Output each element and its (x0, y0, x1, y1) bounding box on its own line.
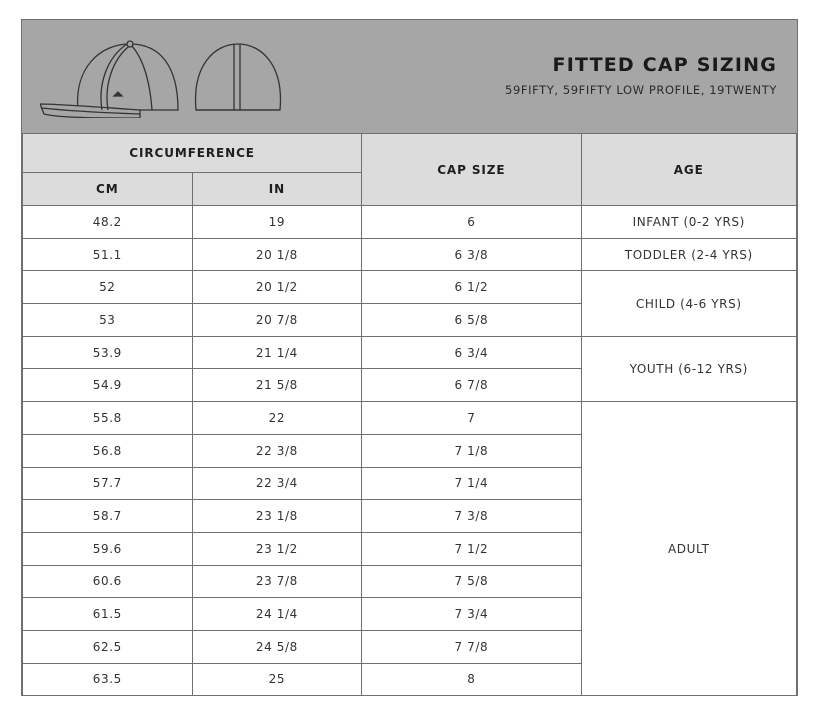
in-cell: 23 7/8 (192, 565, 362, 598)
sizing-chart (21, 19, 798, 696)
in-cell: 20 1/8 (192, 238, 362, 271)
in-header: IN (192, 173, 362, 206)
cm-cell: 63.5 (23, 663, 193, 696)
size-table (22, 133, 797, 696)
cap-size-cell: 6 1/2 (362, 271, 581, 304)
cap-size-cell: 6 5/8 (362, 304, 581, 337)
in-cell: 24 1/4 (192, 598, 362, 631)
cm-cell: 60.6 (23, 565, 193, 598)
circumference-header: CIRCUMFERENCE (23, 134, 362, 173)
cap-side-icon (40, 41, 178, 118)
cap-size-cell: 7 5/8 (362, 565, 581, 598)
cap-size-cell: 6 7/8 (362, 369, 581, 402)
cm-cell: 54.9 (23, 369, 193, 402)
in-cell: 20 1/2 (192, 271, 362, 304)
cap-size-cell: 7 3/4 (362, 598, 581, 631)
in-cell: 22 3/8 (192, 434, 362, 467)
chart-subtitle: 59FIFTY, 59FIFTY LOW PROFILE, 19TWENTY (505, 83, 777, 97)
header-banner (22, 20, 797, 134)
cm-cell: 57.7 (23, 467, 193, 500)
cap-back-icon (196, 44, 281, 110)
in-cell: 23 1/8 (192, 500, 362, 533)
age-header: AGE (581, 134, 796, 206)
table-row (23, 206, 797, 239)
cap-size-cell: 7 1/2 (362, 532, 581, 565)
cm-cell: 59.6 (23, 532, 193, 565)
age-cell: INFANT (0-2 YRS) (581, 206, 796, 239)
cm-header: CM (23, 173, 193, 206)
cap-size-cell: 7 1/4 (362, 467, 581, 500)
cm-cell: 58.7 (23, 500, 193, 533)
age-cell: ADULT (581, 402, 796, 696)
cm-cell: 53 (23, 304, 193, 337)
cm-cell: 52 (23, 271, 193, 304)
in-cell: 21 1/4 (192, 336, 362, 369)
in-cell: 20 7/8 (192, 304, 362, 337)
in-cell: 23 1/2 (192, 532, 362, 565)
cap-size-cell: 6 (362, 206, 581, 239)
cap-size-cell: 6 3/8 (362, 238, 581, 271)
cm-cell: 53.9 (23, 336, 193, 369)
chart-title: FITTED CAP SIZING (552, 54, 777, 76)
in-cell: 24 5/8 (192, 630, 362, 663)
cm-cell: 61.5 (23, 598, 193, 631)
in-cell: 22 3/4 (192, 467, 362, 500)
table-row (23, 271, 797, 304)
cap-size-cell: 7 7/8 (362, 630, 581, 663)
table-row (23, 402, 797, 435)
age-cell: YOUTH (6-12 YRS) (581, 336, 796, 401)
cap-size-cell: 8 (362, 663, 581, 696)
cap-size-cell: 7 1/8 (362, 434, 581, 467)
cm-cell: 62.5 (23, 630, 193, 663)
cm-cell: 55.8 (23, 402, 193, 435)
cap-size-cell: 6 3/4 (362, 336, 581, 369)
in-cell: 19 (192, 206, 362, 239)
age-cell: TODDLER (2-4 YRS) (581, 238, 796, 271)
cap-size-cell: 7 3/8 (362, 500, 581, 533)
cm-cell: 48.2 (23, 206, 193, 239)
table-row (23, 336, 797, 369)
cm-cell: 56.8 (23, 434, 193, 467)
cap-size-cell: 7 (362, 402, 581, 435)
table-row (23, 238, 797, 271)
in-cell: 25 (192, 663, 362, 696)
table-body (23, 206, 797, 696)
cm-cell: 51.1 (23, 238, 193, 271)
cap-illustrations (40, 38, 290, 118)
age-cell: CHILD (4-6 YRS) (581, 271, 796, 336)
in-cell: 21 5/8 (192, 369, 362, 402)
cap-size-header: CAP SIZE (362, 134, 581, 206)
in-cell: 22 (192, 402, 362, 435)
